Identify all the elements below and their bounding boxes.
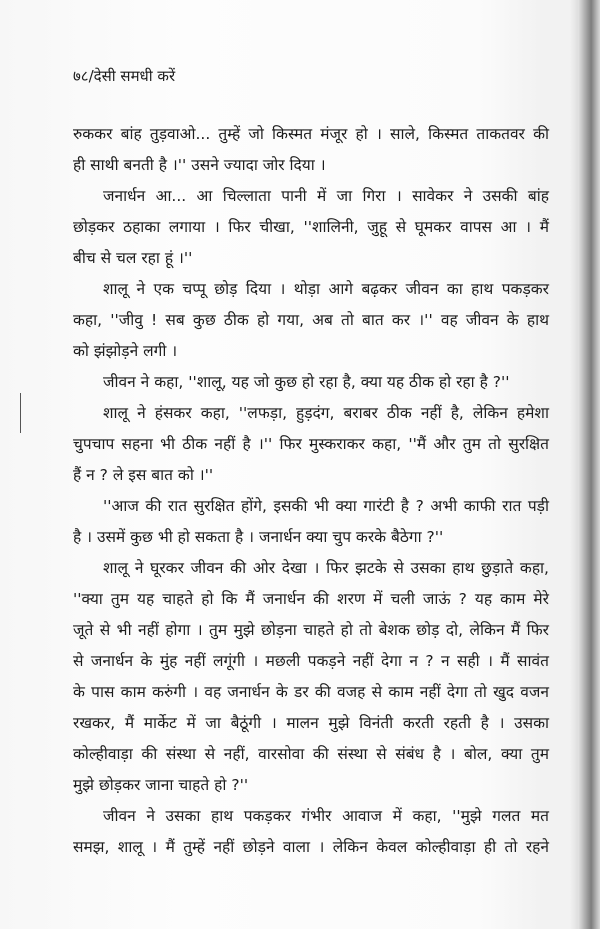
text-line: छोड़कर ठहाका लगाया । फिर चीखा, ''शालिनी, जुहू से घूमकर वापस आ । मैं <box>73 218 549 236</box>
text-line: शालू ने एक चप्पू छोड़ दिया । थोड़ा आगे बढ़कर जीवन का हाथ पकड़कर <box>103 280 549 298</box>
text-line: रुककर बांह तुड़वाओ... तुम्हें जो किस्मत मंजूर हो । साले, किस्मत ताकतवर की <box>73 125 549 143</box>
text-line: शालू ने घूरकर जीवन की ओर देखा । फिर झटके से उसका हाथ छुड़ाते कहा, <box>103 559 549 577</box>
scan-mark <box>20 393 21 433</box>
text-line: जनार्धन आ... आ चिल्लाता पानी में जा गिरा । सावेकर ने उसकी बांह <box>103 187 549 205</box>
text-line: बीच से चल रहा हूं ।'' <box>73 249 193 267</box>
text-line: ''क्या तुम यह चाहते हो कि मैं जनार्धन की शरण में चली जाऊं ? यह काम मेरे <box>73 590 549 608</box>
text-line: समझ, शालू । मैं तुम्हें नहीं छोड़ने वाला । लेकिन केवल कोल्हीवाड़ा ही तो रहने <box>73 838 549 856</box>
book-binding <box>578 0 600 929</box>
text-line: ''आज की रात सुरक्षित होंगे, इसकी भी क्या गारंटी है ? अभी काफी रात पड़ी <box>103 497 549 515</box>
page-number: ७८ <box>73 67 89 85</box>
text-line: कोल्हीवाड़ा की संस्था से नहीं, वारसोवा की संस्था से संबंध है । बोल, क्या तुम <box>73 745 549 763</box>
text-line: जीवन ने कहा, ''शालू, यह जो कुछ हो रहा है, क्या यह ठीक हो रहा है ?'' <box>103 373 510 391</box>
text-line: है । उसमें कुछ भी हो सकता है । जनार्धन क्या चुप करके बैठेगा ?'' <box>73 528 444 546</box>
text-line: कहा, ''जीवु ! सब कुछ ठीक हो गया, अब तो बात कर ।'' वह जीवन के हाथ <box>73 311 549 329</box>
header-separator: / <box>88 67 94 85</box>
text-line: शालू ने हंसकर कहा, ''लफड़ा, हुड़दंग, बराबर ठीक नहीं है, लेकिन हमेशा <box>103 404 549 422</box>
book-title: देसी समधी करें <box>93 67 176 85</box>
page-curve-shadow <box>570 0 578 929</box>
text-line: जूते से भी नहीं होगा । तुम मुझे छोड़ना चाहते हो तो बेशक छोड़ दो, लेकिन मैं फिर <box>73 621 549 639</box>
text-line: मुझे छोड़कर जाना चाहते हो ?'' <box>73 776 249 794</box>
running-header <box>73 66 175 86</box>
page-body <box>73 119 549 863</box>
text-line: रखकर, मैं मार्केट में जा बैठूंगी । मालन मुझे विनंती करती रहती है । उसका <box>73 714 549 732</box>
text-line: चुपचाप सहना भी ठीक नहीं है ।'' फिर मुस्कराकर कहा, ''मैं और तुम तो सुरक्षित <box>73 435 549 453</box>
text-line: ही साथी बनती है ।'' उसने ज्यादा जोर दिया । <box>73 156 326 174</box>
text-line: को झंझोड़ने लगी । <box>73 342 178 360</box>
text-line: जीवन ने उसका हाथ पकड़कर गंभीर आवाज में कहा, ''मुझे गलत मत <box>103 807 549 825</box>
text-line: के पास काम करुंगी । वह जनार्धन के डर की वजह से काम नहीं देगा तो खुद वजन <box>73 683 549 701</box>
text-line: से जनार्धन के मुंह नहीं लगूंगी । मछली पकड़ने नहीं देगा न ? न सही । मैं सावंत <box>73 652 549 670</box>
text-line: हैं न ? ले इस बात को ।'' <box>73 466 214 484</box>
